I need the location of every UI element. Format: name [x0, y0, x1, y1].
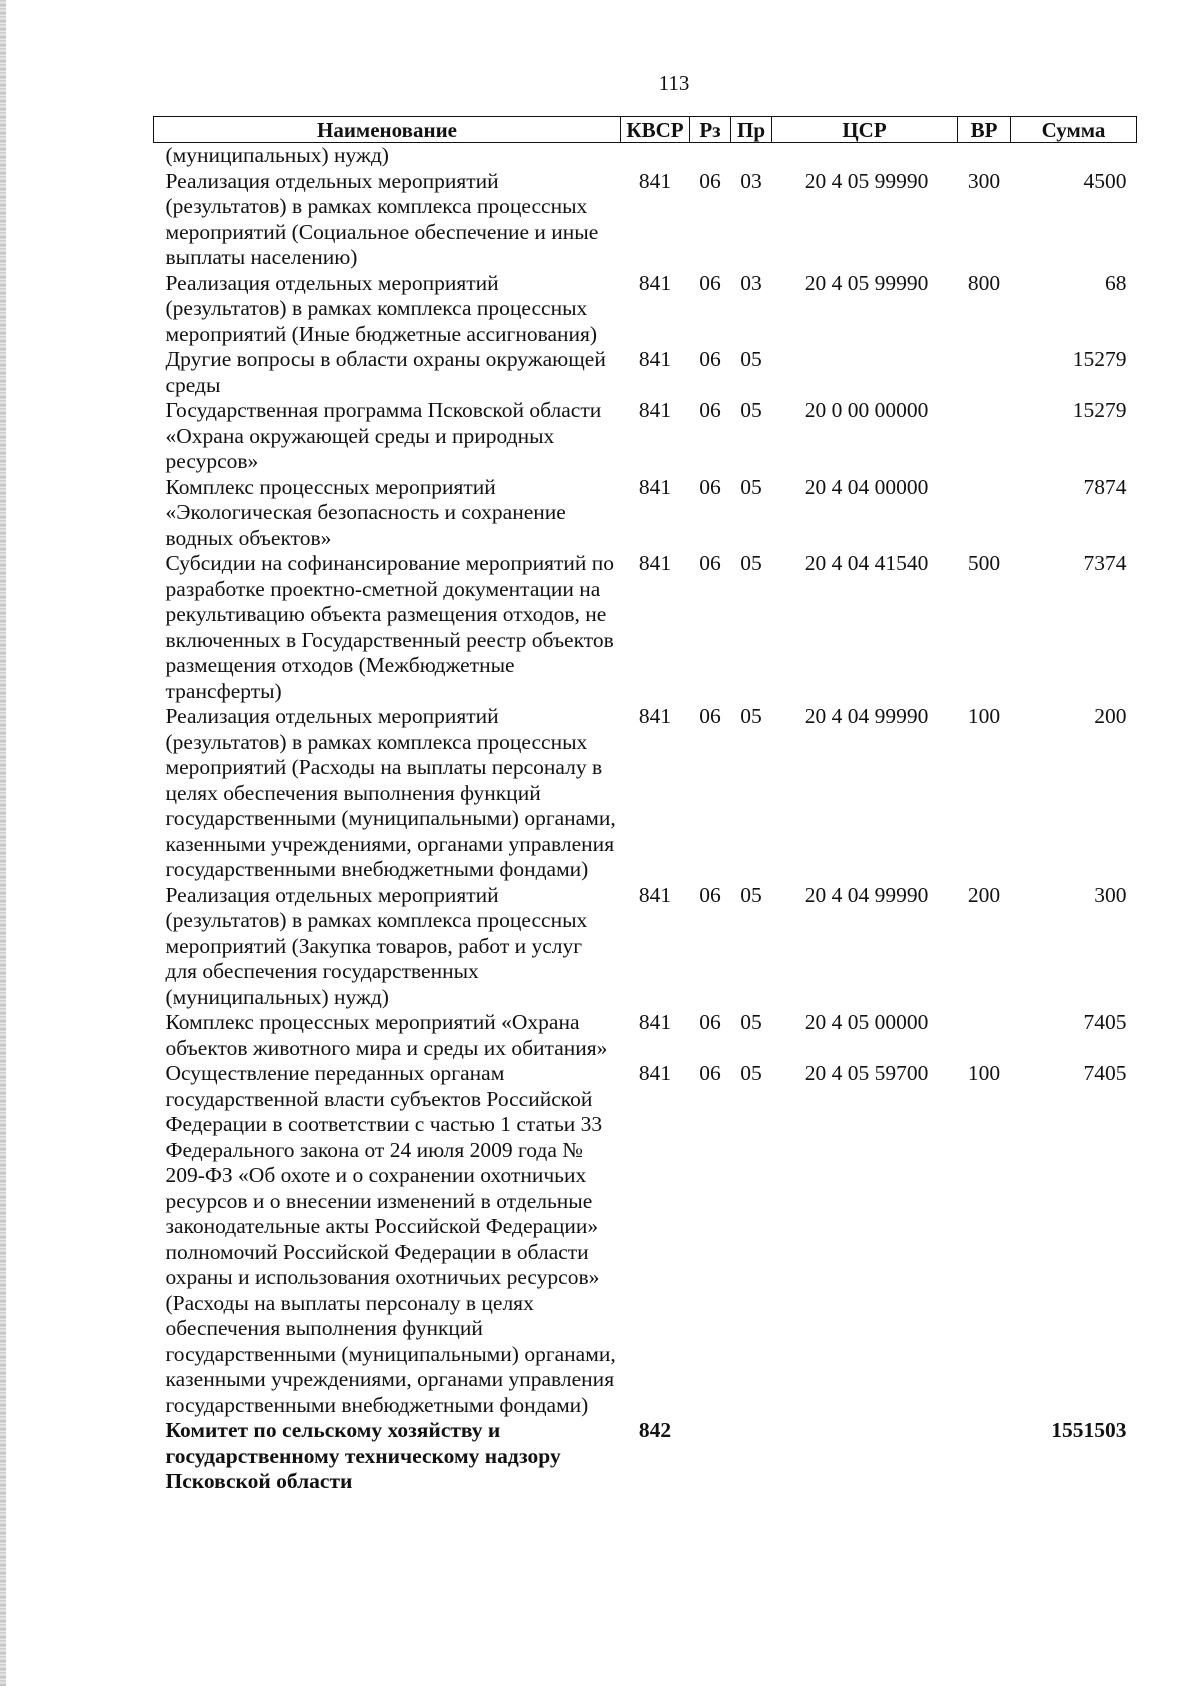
table-row — [154, 551, 1137, 704]
row-sum: 7874 — [1083, 474, 1127, 499]
table-row — [154, 475, 1137, 552]
row-pr — [731, 1418, 772, 1495]
row-sum: 1551503 — [1051, 1418, 1127, 1442]
row-name: Другие вопросы в области охраны окружающей среды — [165, 347, 606, 397]
row-csr: 20 0 00 00000 — [804, 398, 929, 422]
row-csr — [772, 143, 958, 169]
row-sum: 300 — [1094, 882, 1127, 907]
row-rz: 06 — [699, 704, 721, 728]
row-vr: 300 — [967, 168, 1001, 193]
row-kvsr: 841 — [638, 1010, 672, 1034]
header-name: Наименование — [154, 117, 621, 143]
row-pr: 03 — [740, 270, 762, 295]
row-csr: 20 4 05 99990 — [804, 168, 929, 193]
row-csr: 20 4 05 00000 — [804, 1010, 929, 1034]
row-csr: 20 4 05 59700 — [804, 1061, 929, 1085]
row-csr — [772, 1418, 958, 1495]
table-row — [154, 704, 1137, 883]
header-csr: ЦСР — [772, 117, 958, 143]
row-vr — [958, 1418, 1011, 1495]
row-vr: 200 — [967, 882, 1001, 907]
row-pr: 05 — [740, 398, 762, 422]
row-vr — [958, 143, 1011, 169]
table-row — [154, 883, 1137, 1011]
row-rz: 06 — [699, 270, 721, 295]
header-rz: Рз — [690, 117, 731, 143]
row-name: Государственная программа Псковской области «Охрана окружающей среды и природных ресурсов» — [165, 398, 602, 473]
row-name: Осуществление переданных органам государственной власти субъектов Российской Федерации в соответствии с частью 1 статьи 33 Федерального закона от 24 июля 2009 года № 209-ФЗ «Об охоте и о сохранении охотничьих ресурсов и о внесении изменений в отдельные законодательные акты Российской Федерации» полномочий Российской Федерации в области охраны и использования охотничьих ресурсов» (Расходы на выплаты персоналу в целях обеспечения выполнения функций государственными (муниципальными) органами, казенными учреждениями, органами управления государственными внебюджетными фондами) — [165, 1061, 616, 1417]
row-rz: 06 — [699, 1061, 721, 1085]
header-sum: Сумма — [1011, 117, 1137, 143]
row-sum: 4500 — [1083, 168, 1127, 193]
row-rz — [690, 1418, 731, 1495]
row-pr: 05 — [740, 347, 762, 371]
row-csr: 20 4 04 00000 — [804, 474, 929, 499]
table-row — [154, 347, 1137, 398]
row-name: Реализация отдельных мероприятий (результатов) в рамках комплекса процессных мероприятий (Иные бюджетные ассигнования) — [165, 270, 598, 346]
table-row — [154, 1010, 1137, 1061]
row-csr: 20 4 04 99990 — [804, 704, 929, 728]
row-name: Комитет по сельскому хозяйству и государственному техническому надзору Псковской области — [165, 1418, 561, 1493]
header-vr: ВР — [958, 117, 1011, 143]
budget-table — [153, 116, 1137, 1495]
row-kvsr: 841 — [638, 551, 672, 575]
row-pr — [731, 143, 772, 169]
row-kvsr: 841 — [638, 398, 672, 422]
row-rz: 06 — [699, 168, 721, 193]
row-kvsr — [621, 143, 690, 169]
row-rz: 06 — [699, 882, 721, 907]
page-number: 113 — [658, 71, 690, 95]
row-vr — [958, 398, 1011, 475]
row-sum: 15279 — [1072, 398, 1127, 422]
row-vr: 100 — [967, 1061, 1001, 1085]
row-name: Реализация отдельных мероприятий (результатов) в рамках комплекса процессных мероприятий (Социальное обеспечение и иные выплаты населению) — [165, 168, 599, 269]
row-csr: 20 4 04 99990 — [804, 882, 929, 907]
row-vr — [958, 1010, 1011, 1061]
row-sum: 15279 — [1072, 347, 1127, 371]
row-kvsr: 842 — [638, 1418, 672, 1442]
row-kvsr: 841 — [638, 882, 672, 907]
row-rz: 06 — [699, 347, 721, 371]
row-name: (муниципальных) нужд) — [165, 143, 389, 167]
row-sum: 7374 — [1083, 551, 1127, 575]
table-row — [154, 169, 1137, 271]
table-row — [154, 1418, 1137, 1495]
table-row — [154, 271, 1137, 348]
row-name: Реализация отдельных мероприятий (результатов) в рамках комплекса процессных мероприятий (Закупка товаров, работ и услуг для обеспечения государственных (муниципальных) нужд) — [165, 882, 588, 1009]
row-pr: 05 — [740, 474, 762, 499]
row-sum — [1011, 143, 1137, 169]
row-kvsr: 841 — [638, 474, 672, 499]
header-kvsr: КВСР — [621, 117, 690, 143]
row-name: Комплекс процессных мероприятий «Экологическая безопасность и сохранение водных объектов» — [165, 474, 566, 550]
row-sum: 7405 — [1083, 1061, 1127, 1085]
row-csr: 20 4 05 99990 — [804, 270, 929, 295]
table-row — [154, 398, 1137, 475]
row-pr: 03 — [740, 168, 762, 193]
row-pr: 05 — [740, 1061, 762, 1085]
row-rz — [690, 143, 731, 169]
header-pr: Пр — [731, 117, 772, 143]
row-rz: 06 — [699, 474, 721, 499]
row-vr: 500 — [967, 551, 1001, 575]
row-kvsr: 841 — [638, 168, 672, 193]
row-pr: 05 — [740, 882, 762, 907]
table-row — [154, 1061, 1137, 1418]
row-name: Субсидии на софинансирование мероприятий по разработке проектно-сметной документации на рекультивацию объекта размещения отходов, не включенных в Государственный реестр объектов размещения отходов (Межбюджетные трансферты) — [165, 551, 615, 703]
row-vr — [958, 475, 1011, 552]
row-csr: 20 4 04 41540 — [804, 551, 929, 575]
row-vr: 800 — [967, 270, 1001, 295]
table-header-row — [154, 117, 1137, 143]
row-vr: 100 — [967, 704, 1001, 728]
row-pr: 05 — [740, 1010, 762, 1034]
row-pr: 05 — [740, 704, 762, 728]
row-kvsr: 841 — [638, 1061, 672, 1085]
row-rz: 06 — [699, 398, 721, 422]
row-sum: 68 — [1105, 270, 1127, 295]
row-kvsr: 841 — [638, 347, 672, 371]
row-kvsr: 841 — [638, 704, 672, 728]
row-vr — [958, 347, 1011, 398]
row-kvsr: 841 — [638, 270, 672, 295]
row-pr: 05 — [740, 551, 762, 575]
row-sum: 200 — [1094, 704, 1127, 728]
scan-edge — [0, 0, 6, 1686]
row-rz: 06 — [699, 551, 721, 575]
table-row — [154, 143, 1137, 169]
row-csr — [772, 347, 958, 398]
row-sum: 7405 — [1083, 1010, 1127, 1034]
row-name: Реализация отдельных мероприятий (результатов) в рамках комплекса процессных мероприятий (Расходы на выплаты персоналу в целях обеспечения выполнения функций государственными (муниципальными) органами, казенными учреждениями, органами управления государственными внебюджетными фондами) — [165, 704, 616, 881]
row-rz: 06 — [699, 1010, 721, 1034]
row-name: Комплекс процессных мероприятий «Охрана объектов животного мира и среды их обитания» — [165, 1010, 608, 1060]
